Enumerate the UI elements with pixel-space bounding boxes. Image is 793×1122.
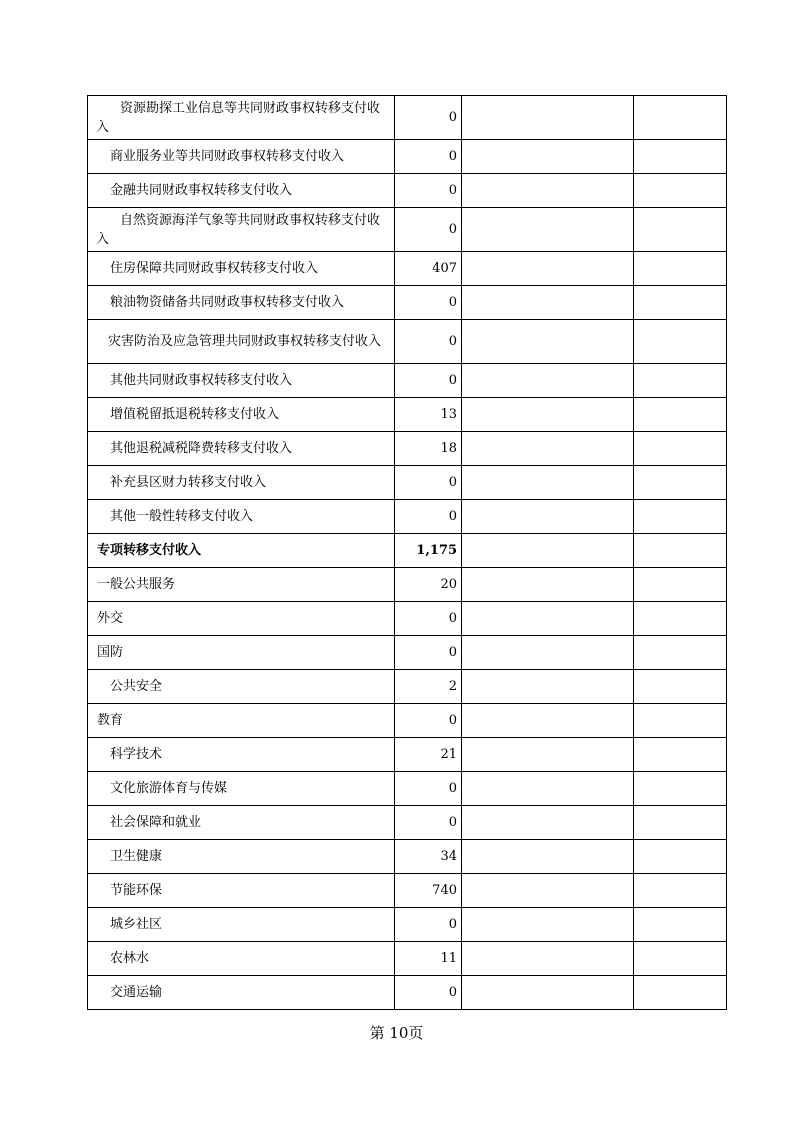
row-label: 卫生健康	[88, 840, 395, 874]
empty-cell	[462, 286, 634, 320]
row-value: 0	[395, 500, 462, 534]
empty-cell	[634, 976, 727, 1010]
empty-cell	[462, 500, 634, 534]
empty-cell	[462, 398, 634, 432]
empty-cell	[462, 908, 634, 942]
row-label: 其他退税减税降费转移支付收入	[88, 432, 395, 466]
empty-cell	[462, 466, 634, 500]
empty-cell	[462, 670, 634, 704]
row-label: 农林水	[88, 942, 395, 976]
row-label: 社会保障和就业	[88, 806, 395, 840]
row-value: 0	[395, 174, 462, 208]
row-label: 自然资源海洋气象等共同财政事权转移支付收入	[88, 208, 395, 252]
table-row	[88, 500, 727, 534]
empty-cell	[634, 286, 727, 320]
empty-cell	[634, 568, 727, 602]
empty-cell	[634, 908, 727, 942]
table-row	[88, 806, 727, 840]
empty-cell	[462, 320, 634, 364]
row-value: 0	[395, 286, 462, 320]
row-label: 增值税留抵退税转移支付收入	[88, 398, 395, 432]
empty-cell	[634, 772, 727, 806]
row-value: 0	[395, 466, 462, 500]
empty-cell	[634, 466, 727, 500]
row-label: 金融共同财政事权转移支付收入	[88, 174, 395, 208]
table-row	[88, 874, 727, 908]
row-value: 0	[395, 208, 462, 252]
table-row	[88, 568, 727, 602]
table-row	[88, 670, 727, 704]
empty-cell	[634, 840, 727, 874]
empty-cell	[462, 874, 634, 908]
row-label: 教育	[88, 704, 395, 738]
row-value: 0	[395, 602, 462, 636]
row-label: 粮油物资储备共同财政事权转移支付收入	[88, 286, 395, 320]
row-label: 其他共同财政事权转移支付收入	[88, 364, 395, 398]
empty-cell	[634, 500, 727, 534]
row-value: 407	[395, 252, 462, 286]
empty-cell	[462, 432, 634, 466]
row-label: 外交	[88, 602, 395, 636]
table-row	[88, 704, 727, 738]
empty-cell	[634, 670, 727, 704]
table-row	[88, 320, 727, 364]
empty-cell	[634, 874, 727, 908]
row-value: 0	[395, 636, 462, 670]
row-value: 0	[395, 364, 462, 398]
row-value: 0	[395, 704, 462, 738]
row-label: 节能环保	[88, 874, 395, 908]
row-value: 0	[395, 908, 462, 942]
row-value: 0	[395, 772, 462, 806]
table-row	[88, 976, 727, 1010]
row-label: 专项转移支付收入	[88, 534, 395, 568]
table-row	[88, 208, 727, 252]
empty-cell	[462, 140, 634, 174]
empty-cell	[634, 140, 727, 174]
empty-cell	[634, 208, 727, 252]
row-value: 740	[395, 874, 462, 908]
row-label: 住房保障共同财政事权转移支付收入	[88, 252, 395, 286]
empty-cell	[462, 636, 634, 670]
table-row	[88, 432, 727, 466]
empty-cell	[634, 636, 727, 670]
row-value: 0	[395, 806, 462, 840]
empty-cell	[634, 806, 727, 840]
row-value: 13	[395, 398, 462, 432]
page-number: 第 10页	[369, 1024, 424, 1042]
table-row	[88, 738, 727, 772]
row-label: 补充县区财力转移支付收入	[88, 466, 395, 500]
row-label: 公共安全	[88, 670, 395, 704]
empty-cell	[462, 602, 634, 636]
empty-cell	[462, 96, 634, 140]
empty-cell	[462, 976, 634, 1010]
row-value: 34	[395, 840, 462, 874]
row-value: 1,175	[395, 534, 462, 568]
empty-cell	[462, 806, 634, 840]
empty-cell	[462, 534, 634, 568]
table-row	[88, 140, 727, 174]
table-row	[88, 942, 727, 976]
table-row	[88, 602, 727, 636]
empty-cell	[634, 174, 727, 208]
table-row	[88, 398, 727, 432]
budget-table	[87, 95, 727, 1010]
row-value: 0	[395, 96, 462, 140]
row-value: 0	[395, 320, 462, 364]
table-row	[88, 96, 727, 140]
empty-cell	[634, 942, 727, 976]
empty-cell	[462, 364, 634, 398]
row-label: 国防	[88, 636, 395, 670]
empty-cell	[462, 738, 634, 772]
row-value: 18	[395, 432, 462, 466]
table-row	[88, 286, 727, 320]
row-value: 20	[395, 568, 462, 602]
empty-cell	[634, 704, 727, 738]
row-label: 资源勘探工业信息等共同财政事权转移支付收入	[88, 96, 395, 140]
empty-cell	[462, 568, 634, 602]
table-row	[88, 364, 727, 398]
empty-cell	[634, 602, 727, 636]
row-label: 交通运输	[88, 976, 395, 1010]
row-label: 一般公共服务	[88, 568, 395, 602]
empty-cell	[634, 738, 727, 772]
table-row	[88, 534, 727, 568]
empty-cell	[462, 942, 634, 976]
table-row	[88, 772, 727, 806]
table-row	[88, 908, 727, 942]
row-value: 11	[395, 942, 462, 976]
empty-cell	[462, 174, 634, 208]
empty-cell	[462, 772, 634, 806]
empty-cell	[634, 320, 727, 364]
row-value: 2	[395, 670, 462, 704]
table-row	[88, 252, 727, 286]
row-label: 灾害防治及应急管理共同财政事权转移支付收入	[88, 320, 395, 364]
table-row	[88, 466, 727, 500]
empty-cell	[634, 96, 727, 140]
empty-cell	[634, 252, 727, 286]
empty-cell	[462, 704, 634, 738]
table-row	[88, 636, 727, 670]
empty-cell	[634, 432, 727, 466]
empty-cell	[634, 364, 727, 398]
row-label: 其他一般性转移支付收入	[88, 500, 395, 534]
row-label: 商业服务业等共同财政事权转移支付收入	[88, 140, 395, 174]
empty-cell	[462, 252, 634, 286]
table-row	[88, 174, 727, 208]
row-label: 科学技术	[88, 738, 395, 772]
empty-cell	[634, 534, 727, 568]
row-value: 21	[395, 738, 462, 772]
empty-cell	[634, 398, 727, 432]
row-label: 文化旅游体育与传媒	[88, 772, 395, 806]
empty-cell	[462, 840, 634, 874]
row-value: 0	[395, 140, 462, 174]
row-value: 0	[395, 976, 462, 1010]
empty-cell	[462, 208, 634, 252]
table-row	[88, 840, 727, 874]
row-label: 城乡社区	[88, 908, 395, 942]
